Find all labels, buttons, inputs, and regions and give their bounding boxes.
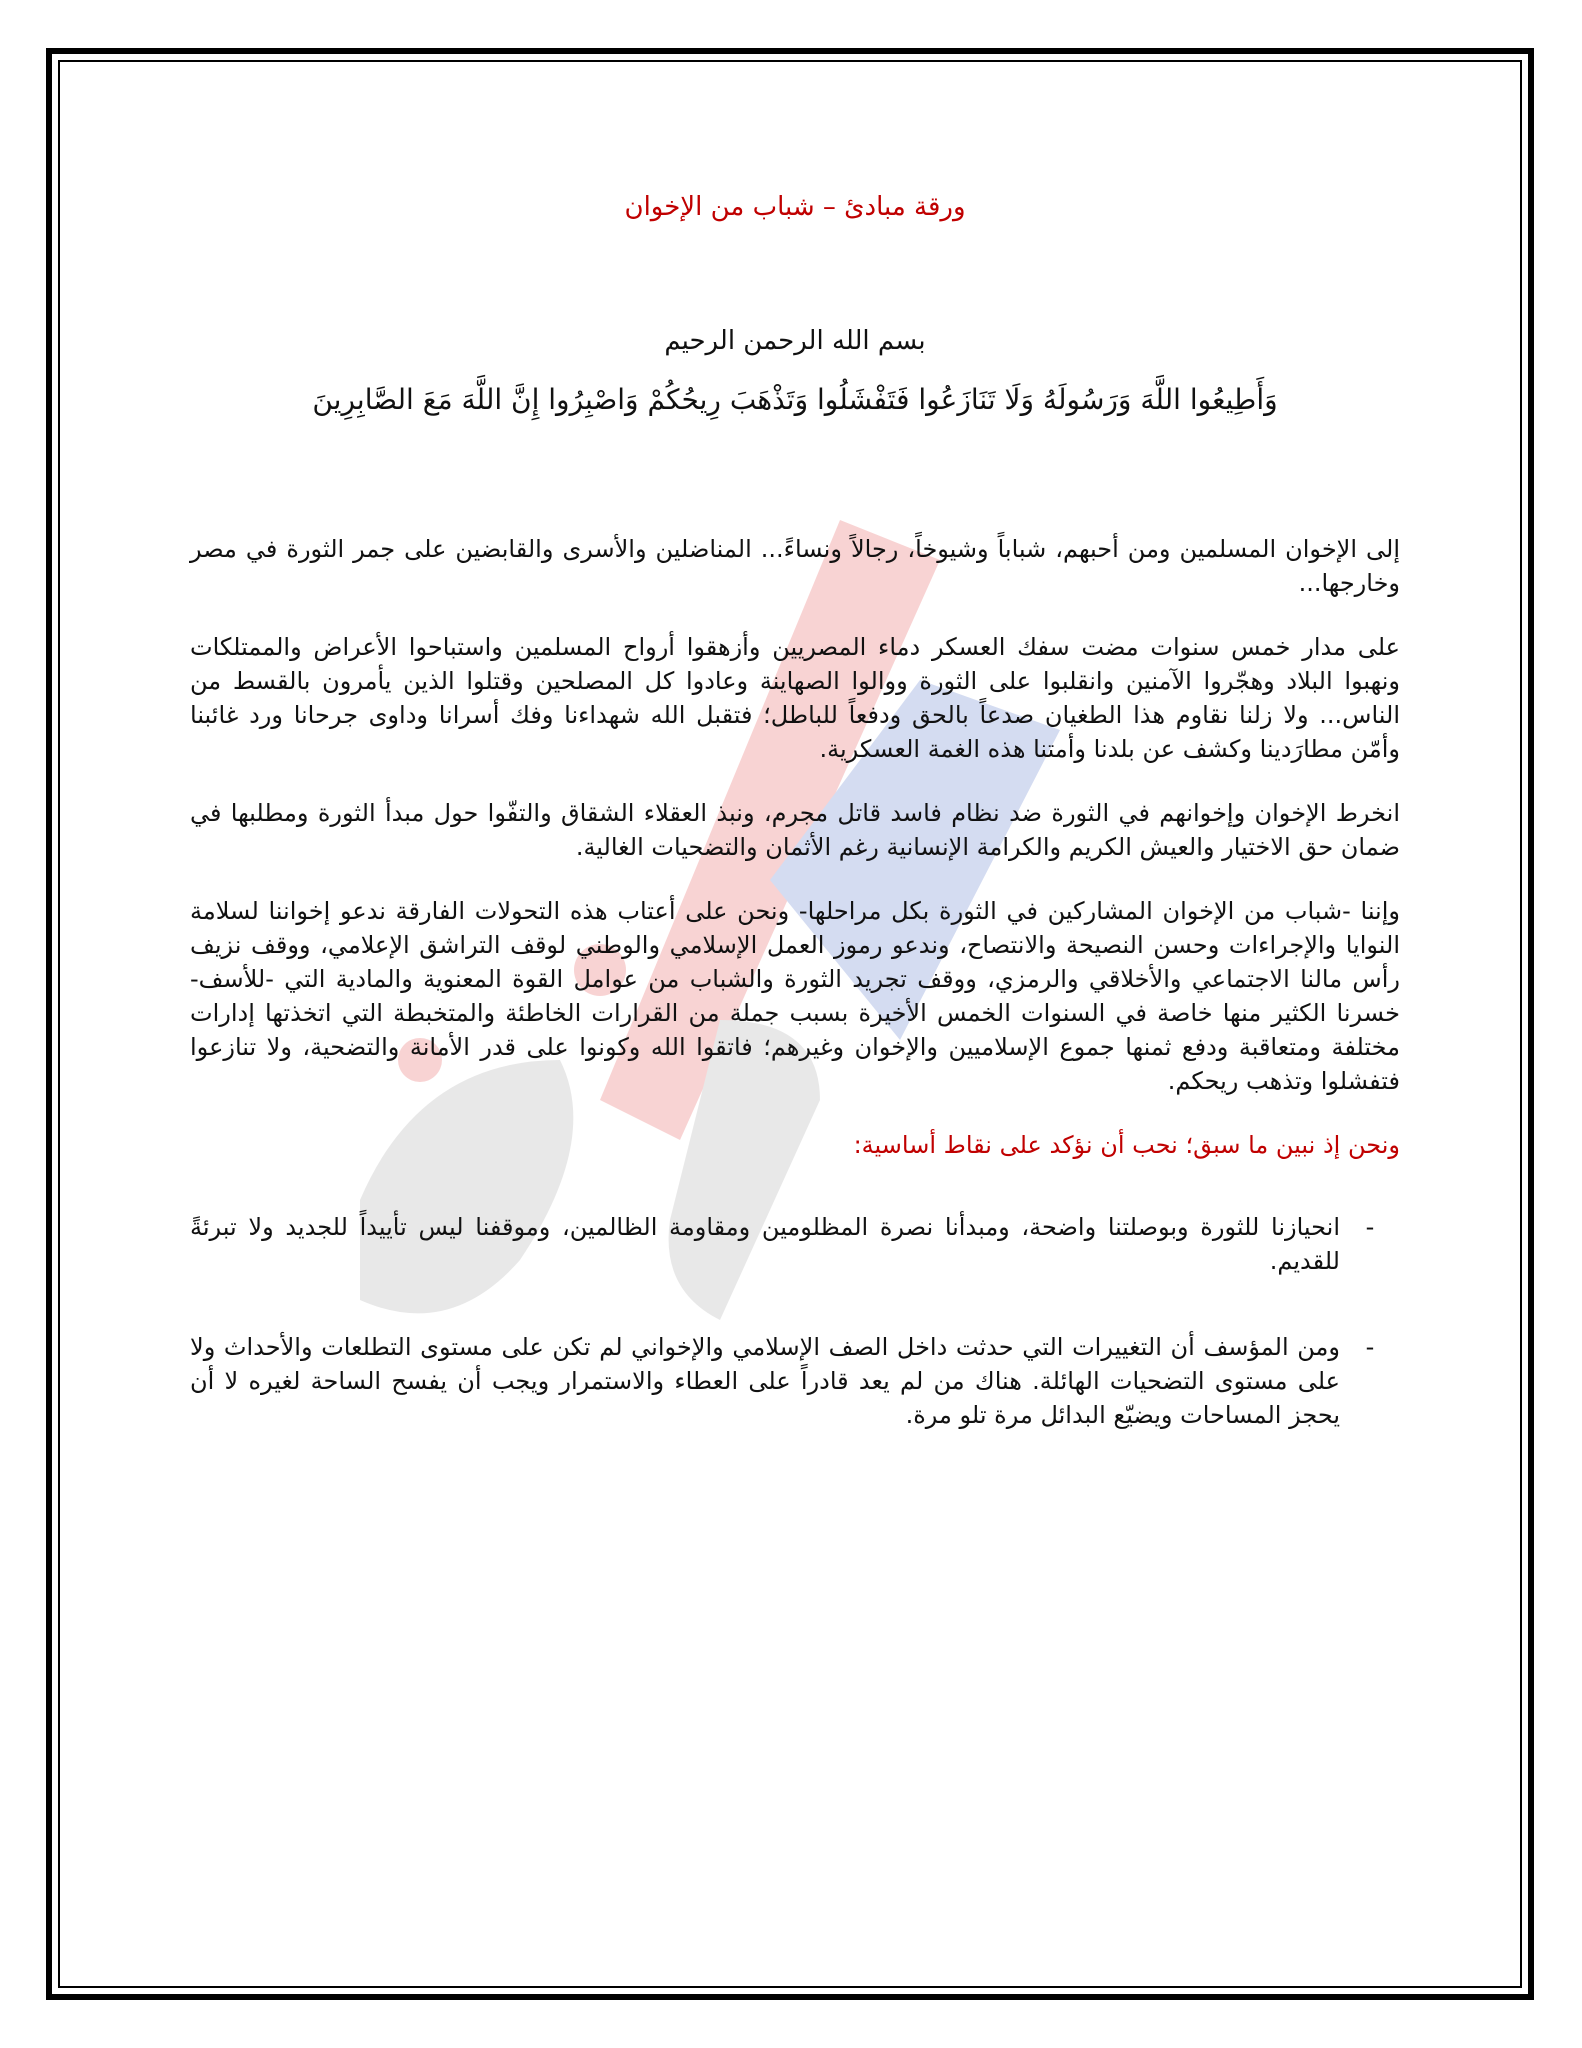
list-item (190, 1330, 1400, 1432)
document-title: ورقة مبادئ – شباب من الإخوان (624, 192, 966, 222)
bullet-dash: - (1365, 1333, 1375, 1361)
paragraph-five-years: على مدار خمس سنوات مضت سفك العسكر دماء المصريين وأزهقوا أرواح المسلمين واستباحوا الأعراض والممتلكات ونهبوا البلاد وهجّروا الآمنين وانقلبوا على الثورة ووالوا الصهاينة وعادوا كل المصلحين وقتلوا الذين يأمرون بالقسط من الناس... ولا زلنا نقاوم هذا الطغيان صدعاً بالحق ودفعاً للباطل؛ فتقبل الله شهداءنا وفك أسرانا وداوى جرحانا ورد غائبنا وأمّن مطارَدينا وكشف عن بلدنا وأمتنا هذه الغمة العسكرية. (190, 633, 1400, 763)
basmala: بسم الله الرحمن الرحيم (664, 326, 926, 356)
quran-verse: وَأَطِيعُوا اللَّهَ وَرَسُولَهُ وَلَا تَنَازَعُوا فَتَفْشَلُوا وَتَذْهَبَ رِيحُكُمْ وَاصْبِرُوا إِنَّ اللَّهَ مَعَ الصَّابِرِينَ (312, 383, 1278, 416)
document-body (190, 180, 1400, 1484)
lead-statement: ونحن إذ نبين ما سبق؛ نحب أن نؤكد على نقاط أساسية: (853, 1131, 1400, 1159)
paragraph-dedication: إلى الإخوان المسلمين ومن أحبهم، شباباً وشيوخاً، رجالاً ونساءً... المناضلين والأسرى والقابضين على جمر الثورة في مصر وخارجها... (190, 535, 1400, 597)
paragraph-revolution: انخرط الإخوان وإخوانهم في الثورة ضد نظام فاسد قاتل مجرم، ونبذ العقلاء الشقاق والتفّوا حول مبدأ الثورة ومطلبها في ضمان حق الاختيار والعيش الكريم والكرامة الإنسانية رغم الأثمان والتضحيات الغالية. (190, 799, 1400, 861)
paragraph-call: وإننا -شباب من الإخوان المشاركين في الثورة بكل مراحلها- ونحن على أعتاب هذه التحولات الفارقة ندعو إخواننا لسلامة النوايا والإجراءات وحسن النصيحة والانتصاح، وندعو رموز العمل الإسلامي والوطني لوقف التراشق الإعلامي، ووقف نزيف رأس مالنا الاجتماعي والأخلاقي والرمزي، ووقف تجريد الثورة والشباب من عوامل القوة المعنوية والمادية التي -للأسف- خسرنا الكثير منها خاصة في السنوات الخمس الأخيرة بسبب جملة من القرارات الخاطئة والمتخبطة التي اتخذتها إدارات مختلفة ومتعاقبة ودفع ثمنها جموع الإسلاميين والإخوان وغيرهم؛ فاتقوا الله وكونوا على قدر الأمانة والتضحية، ولا تنازعوا فتفشلوا وتذهب ريحكم. (190, 897, 1400, 1095)
bullet-dash: - (1365, 1213, 1375, 1241)
bullet-text: ومن المؤسف أن التغييرات التي حدثت داخل الصف الإسلامي والإخواني لم تكن على مستوى التطلعات والأحداث ولا على مستوى التضحيات الهائلة. هناك من لم يعد قادراً على العطاء والاستمرار ويجب أن يفسح الساحة لغيره لا أن يحجز المساحات ويضيّع البدائل مرة تلو مرة. (190, 1333, 1340, 1429)
list-item (190, 1210, 1400, 1278)
bullet-text: انحيازنا للثورة وبوصلتنا واضحة، ومبدأنا نصرة المظلومين ومقاومة الظالمين، وموقفنا ليس تأييداً للجديد ولا تبرئةً للقديم. (190, 1213, 1340, 1275)
